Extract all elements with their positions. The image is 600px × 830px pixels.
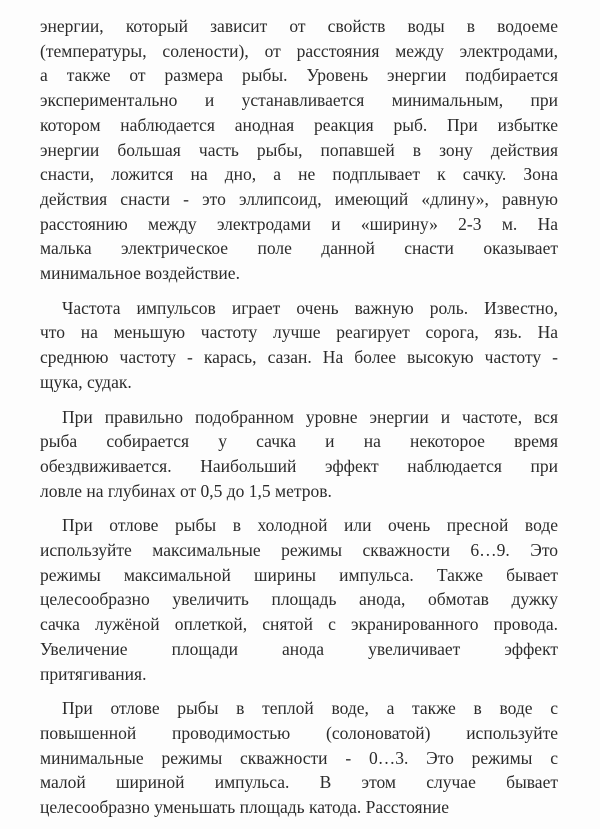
text-line: ловле на глубинах от 0,5 до 1,5 метров.	[40, 480, 332, 501]
paragraph-energy	[40, 14, 558, 286]
text-line: используйте максимальные режимы скважности 6…9. Это	[40, 540, 558, 561]
text-line: Частота импульсов играет очень важную роль. Известно,	[62, 297, 558, 318]
text-line: энергии большая часть рыбы, попавшей в зону действия	[40, 139, 558, 160]
text-line: рыба собирается у сачка и на некоторое время	[40, 431, 558, 452]
text-line: малой шириной импульса. В этом случае бывает	[40, 772, 558, 793]
text-line: притягивания.	[40, 663, 147, 684]
text-line: снасти, ложится на дно, а не подплывает к сачку. Зона	[40, 164, 558, 185]
text-line: целесообразно увеличить площадь анода, обмотав дужку	[40, 589, 558, 610]
text-line: сачка лужёной оплеткой, снятой с экранированного провода.	[40, 614, 558, 635]
text-line: повышенной проводимостью (солоноватой) используйте	[40, 722, 558, 743]
paragraph-fish-gathering	[40, 405, 558, 504]
paragraph-pulse-frequency	[40, 296, 558, 395]
text-line: обездвиживается. Наибольший эффект наблюдается при	[40, 455, 558, 476]
text-line: что на меньшую частоту лучше реагирует сорога, язь. На	[40, 322, 558, 343]
text-line: экспериментально и устанавливается минимальным, при	[40, 90, 558, 111]
text-line: котором наблюдается анодная реакция рыб. При избытке	[40, 114, 558, 135]
text-line: минимальные режимы скважности - 0…3. Это режимы с	[40, 747, 558, 768]
text-line: целесообразно уменьшать площадь катода. Расстояние	[40, 797, 450, 818]
document-text	[40, 14, 558, 830]
text-line: Увеличение площади анода увеличивает эффект	[40, 638, 558, 659]
text-line: а также от размера рыбы. Уровень энергии подбирается	[40, 65, 558, 86]
text-line: малька электрическое поле данной снасти оказывает	[40, 238, 558, 259]
text-line: среднюю частоту - карась, сазан. На более высокую частоту -	[40, 347, 558, 368]
text-line: энергии, который зависит от свойств воды в водоеме	[40, 16, 558, 36]
paragraph-warm-water	[40, 696, 558, 820]
text-line: минимальное воздействие.	[40, 263, 240, 284]
text-line: режимы максимальной ширины импульса. Также бывает	[40, 564, 558, 585]
paragraph-cold-water	[40, 513, 558, 686]
text-line: При отлове рыбы в теплой воде, а также в воде с	[62, 698, 558, 719]
text-line: щука, судак.	[40, 371, 132, 392]
text-line: расстоянию между электродами и «ширину» 2-3 м. На	[40, 213, 558, 234]
text-line: действия снасти - это эллипсоид, имеющий «длину», равную	[40, 188, 558, 209]
text-line: При отлове рыбы в холодной или очень пресной воде	[62, 515, 558, 536]
text-line: При правильно подобранном уровне энергии и частоте, вся	[62, 406, 558, 427]
text-line: (температуры, солености), от расстояния между электродами,	[40, 40, 558, 61]
